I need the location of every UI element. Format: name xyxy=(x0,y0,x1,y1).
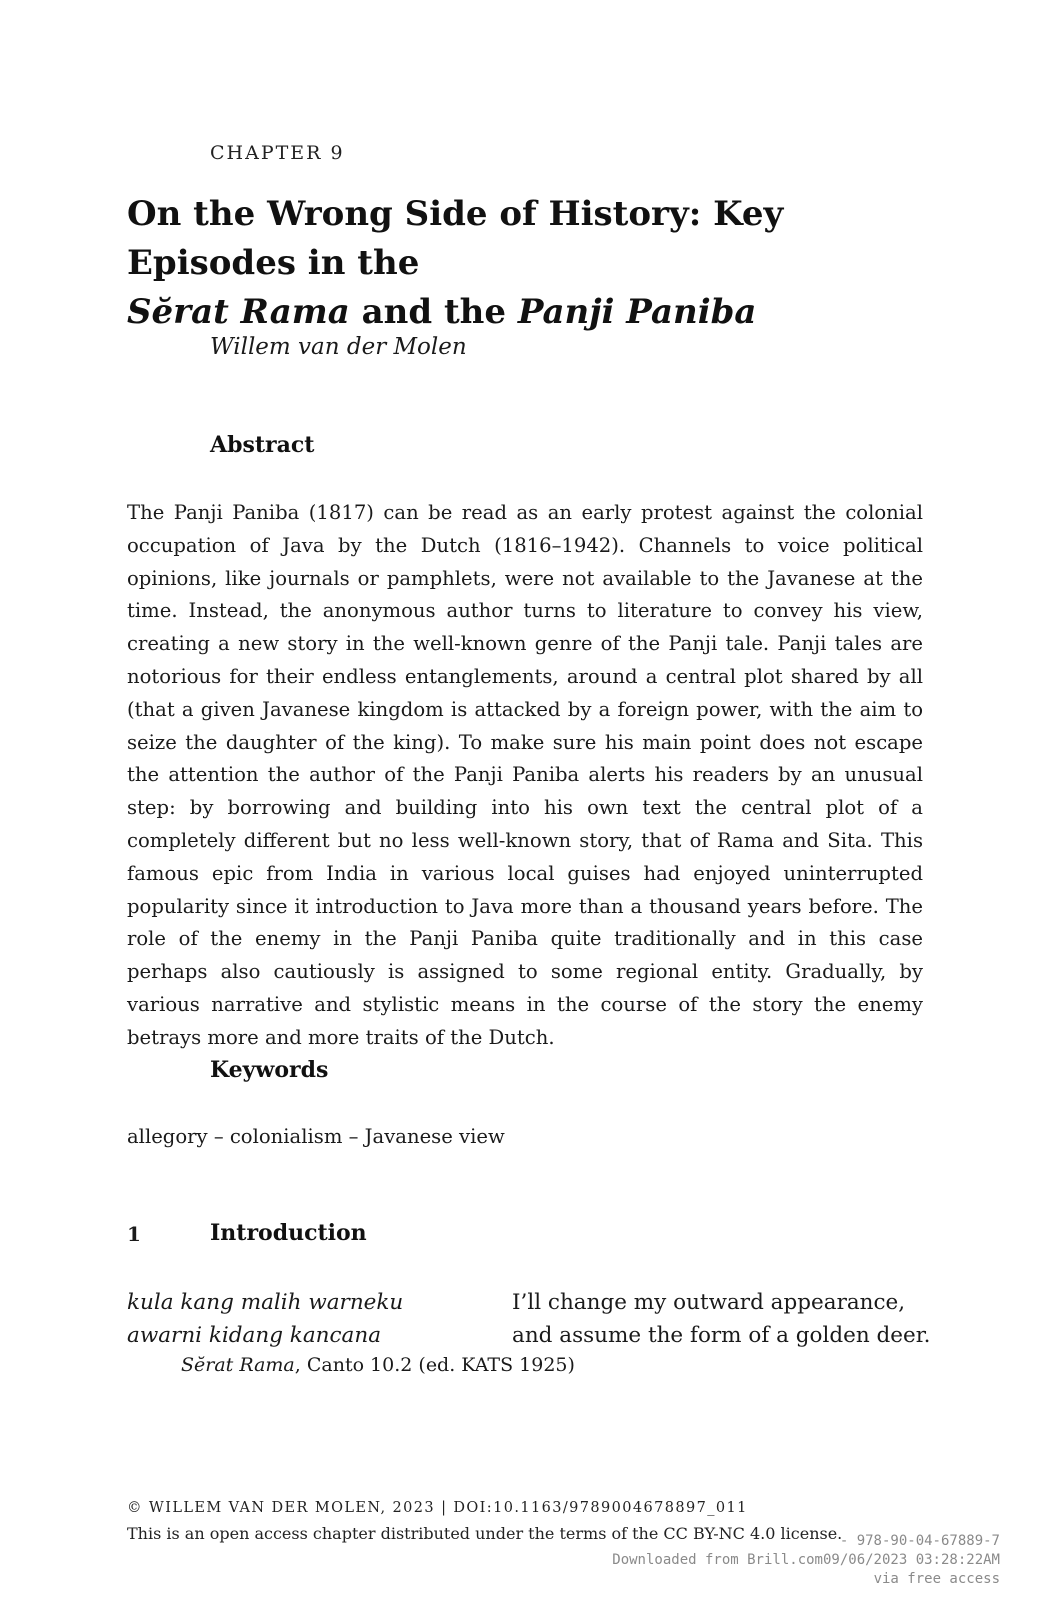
epigraph-javanese xyxy=(127,1286,403,1352)
chapter-label: CHAPTER 9 xyxy=(210,142,345,164)
epigraph-english-line: I’ll change my outward appearance, xyxy=(512,1290,906,1315)
epigraph-javanese-line: kula kang malih warneku xyxy=(127,1290,404,1315)
title-work-serat-rama: Sĕrat Rama xyxy=(127,292,350,332)
download-stamp-access: via free access xyxy=(873,1571,1000,1587)
epigraph-source xyxy=(181,1354,575,1376)
epigraph-source-work: Sĕrat Rama xyxy=(181,1354,295,1376)
license-note: This is an open access chapter distributed under the terms of the CC BY-NC 4.0 license. xyxy=(127,1524,843,1543)
epigraph-english xyxy=(512,1286,930,1352)
abstract-heading: Abstract xyxy=(210,432,315,458)
copyright-doi: © WILLEM VAN DER MOLEN, 2023 | DOI:10.1163/9789004678897_011 xyxy=(127,1500,748,1516)
download-stamp-date: Downloaded from Brill.com09/06/2023 03:28:22AM xyxy=(612,1552,1000,1568)
download-stamp-isbn: - 978-90-04-67889-7 xyxy=(839,1533,1000,1549)
title-line-1: On the Wrong Side of History: Key Episodes in the xyxy=(127,194,784,283)
title-connector: and the xyxy=(349,292,518,332)
abstract-body: The Panji Paniba (1817) can be read as an early protest against the colonial occupation of Java by the Dutch (1816–1942). Channels to voice political opinions, like journals or pamphlets, were not available to the Javanese at the time. Instead, the anonymous author turns to literature to convey his view, creating a new story in the well-known genre of the Panji tale. Panji tales are notorious for their endless entanglements, around a central plot shared by all (that a given Javanese kingdom is attacked by a foreign power, with the aim to seize the daughter of the king). To make sure his main point does not escape the attention the author of the Panji Paniba alerts his readers by an unusual step: by borrowing and building into his own text the central plot of a completely different but no less well-known story, that of Rama and Sita. This famous epic from India in various local guises had enjoyed uninterrupted popularity since it introduction to Java more than a thousand years before. The role of the enemy in the Panji Paniba quite traditionally and in this case perhaps also cautiously is assigned to some regional entity. Gradually, by various narrative and stylistic means in the course of the story the enemy betrays more and more traits of the Dutch. xyxy=(127,501,923,1049)
title-work-panji-paniba: Panji Paniba xyxy=(517,292,757,332)
author-name: Willem van der Molen xyxy=(210,334,467,360)
keywords-list: allegory – colonialism – Javanese view xyxy=(127,1125,505,1148)
epigraph-javanese-line: awarni kidang kancana xyxy=(127,1323,382,1348)
keywords-heading: Keywords xyxy=(210,1057,329,1083)
epigraph-source-detail: , Canto 10.2 (ed. KATS 1925) xyxy=(294,1354,575,1376)
chapter-title xyxy=(127,190,947,337)
section-title: Introduction xyxy=(210,1220,367,1246)
section-number: 1 xyxy=(127,1222,141,1246)
epigraph-english-line: and assume the form of a golden deer. xyxy=(512,1323,931,1348)
